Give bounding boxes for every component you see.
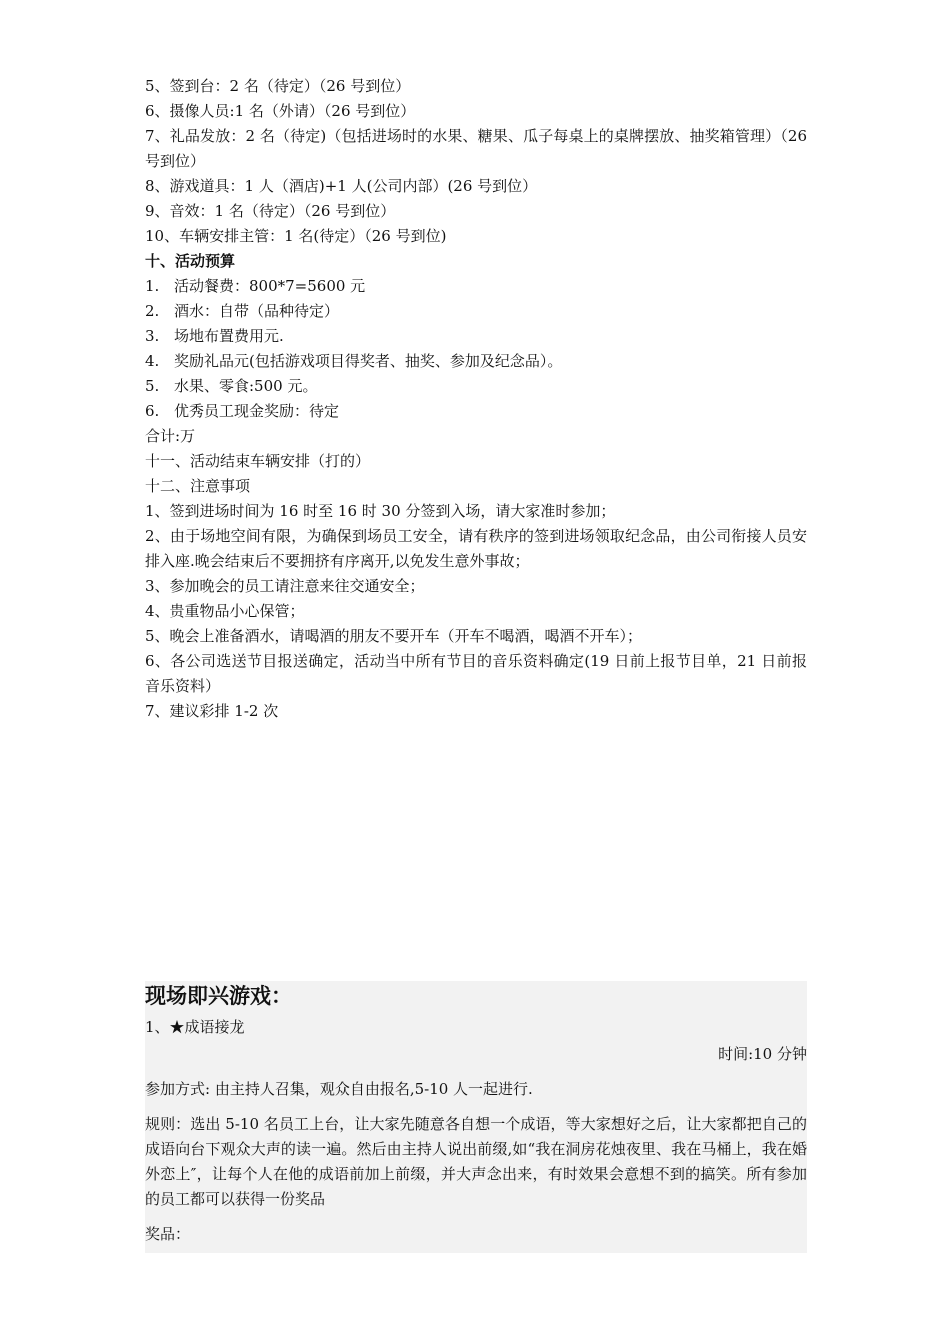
game-section-title: 现场即兴游戏： (145, 984, 292, 1008)
budget-item (145, 299, 807, 324)
note-item: 1、签到进场时间为 16 时至 16 时 30 分签到入场，请大家准时参加； (145, 502, 616, 520)
budget-heading: 十、活动预算 (145, 252, 236, 270)
budget-total: 合计:万 (145, 427, 196, 445)
budget-item (145, 274, 807, 299)
game-section (145, 981, 807, 1253)
budget-item (145, 349, 807, 374)
budget-item-text: 优秀员工现金奖励：待定 (174, 402, 340, 420)
budget-item-number: 5. (145, 377, 160, 395)
note-item: 7、建议彩排 1-2 次 (145, 702, 279, 720)
staff-item: 7、礼品发放：2 名（待定)（包括进场时的水果、糖果、瓜子每桌上的桌牌摆放、抽奖箱管理）（26 号到位） (145, 127, 807, 170)
game-rules: 规则：选出 5-10 名员工上台，让大家先随意各自想一个成语，等大家想好之后，让大家都把自己的成语向台下观众大声的读一遍。然后由主持人说出前缀,如“我在洞房花烛夜里、我在马桶上，我在婚外恋上″，让每个人在他的成语前加上前缀，并大声念出来，有时效果会意想不到的搞笑。所有参加的员工都可以获得一份奖品 (145, 1115, 807, 1208)
game-method: 参加方式: 由主持人召集，观众自由报名,5-10 人一起进行. (145, 1080, 533, 1098)
staff-item: 9、音效：1 名（待定）（26 号到位） (145, 202, 396, 220)
note-item: 4、贵重物品小心保管； (145, 602, 305, 620)
budget-item (145, 374, 807, 399)
section-11-heading: 十一、活动结束车辆安排（打的） (145, 452, 371, 470)
document-body (145, 74, 807, 724)
staff-item: 8、游戏道具：1 人（酒店)+1 人(公司内部）(26 号到位） (145, 177, 538, 195)
game-prize: 奖品： (145, 1225, 191, 1243)
note-item: 5、晚会上准备酒水，请喝酒的朋友不要开车（开车不喝酒，喝酒不开车）； (145, 627, 643, 645)
budget-item (145, 399, 807, 424)
game-item-title: 1、★成语接龙 (145, 1018, 245, 1036)
budget-item-number: 3. (145, 327, 160, 345)
budget-item (145, 324, 807, 349)
game-time: 时间:10 分钟 (718, 1045, 807, 1063)
budget-item-number: 6. (145, 402, 160, 420)
notes-heading: 十二、注意事项 (145, 477, 251, 495)
budget-item-number: 1. (145, 277, 160, 295)
budget-item-text: 场地布置费用元. (174, 327, 284, 345)
budget-item-text: 活动餐费：800*7=5600 元 (174, 277, 366, 295)
note-item: 2、由于场地空间有限，为确保到场员工安全，请有秩序的签到进场领取纪念品，由公司衔接人员安排入座.晚会结束后不要拥挤有序离开,以免发生意外事故； (145, 527, 807, 570)
budget-item-text: 水果、零食:500 元。 (174, 377, 318, 395)
staff-item: 6、摄像人员:1 名（外请）（26 号到位） (145, 102, 416, 120)
budget-item-text: 奖励礼品元(包括游戏项目得奖者、抽奖、参加及纪念品）。 (174, 352, 563, 370)
note-item: 3、参加晚会的员工请注意来往交通安全； (145, 577, 425, 595)
note-item: 6、各公司选送节目报送确定，活动当中所有节目的音乐资料确定(19 日前上报节目单，21 日前报音乐资料） (145, 652, 807, 695)
staff-item: 10、车辆安排主管：1 名(待定）（26 号到位) (145, 227, 447, 245)
budget-item-text: 酒水：自带（品种待定） (174, 302, 340, 320)
budget-item-number: 4. (145, 352, 160, 370)
budget-item-number: 2. (145, 302, 160, 320)
staff-item: 5、签到台：2 名（待定）（26 号到位） (145, 77, 411, 95)
